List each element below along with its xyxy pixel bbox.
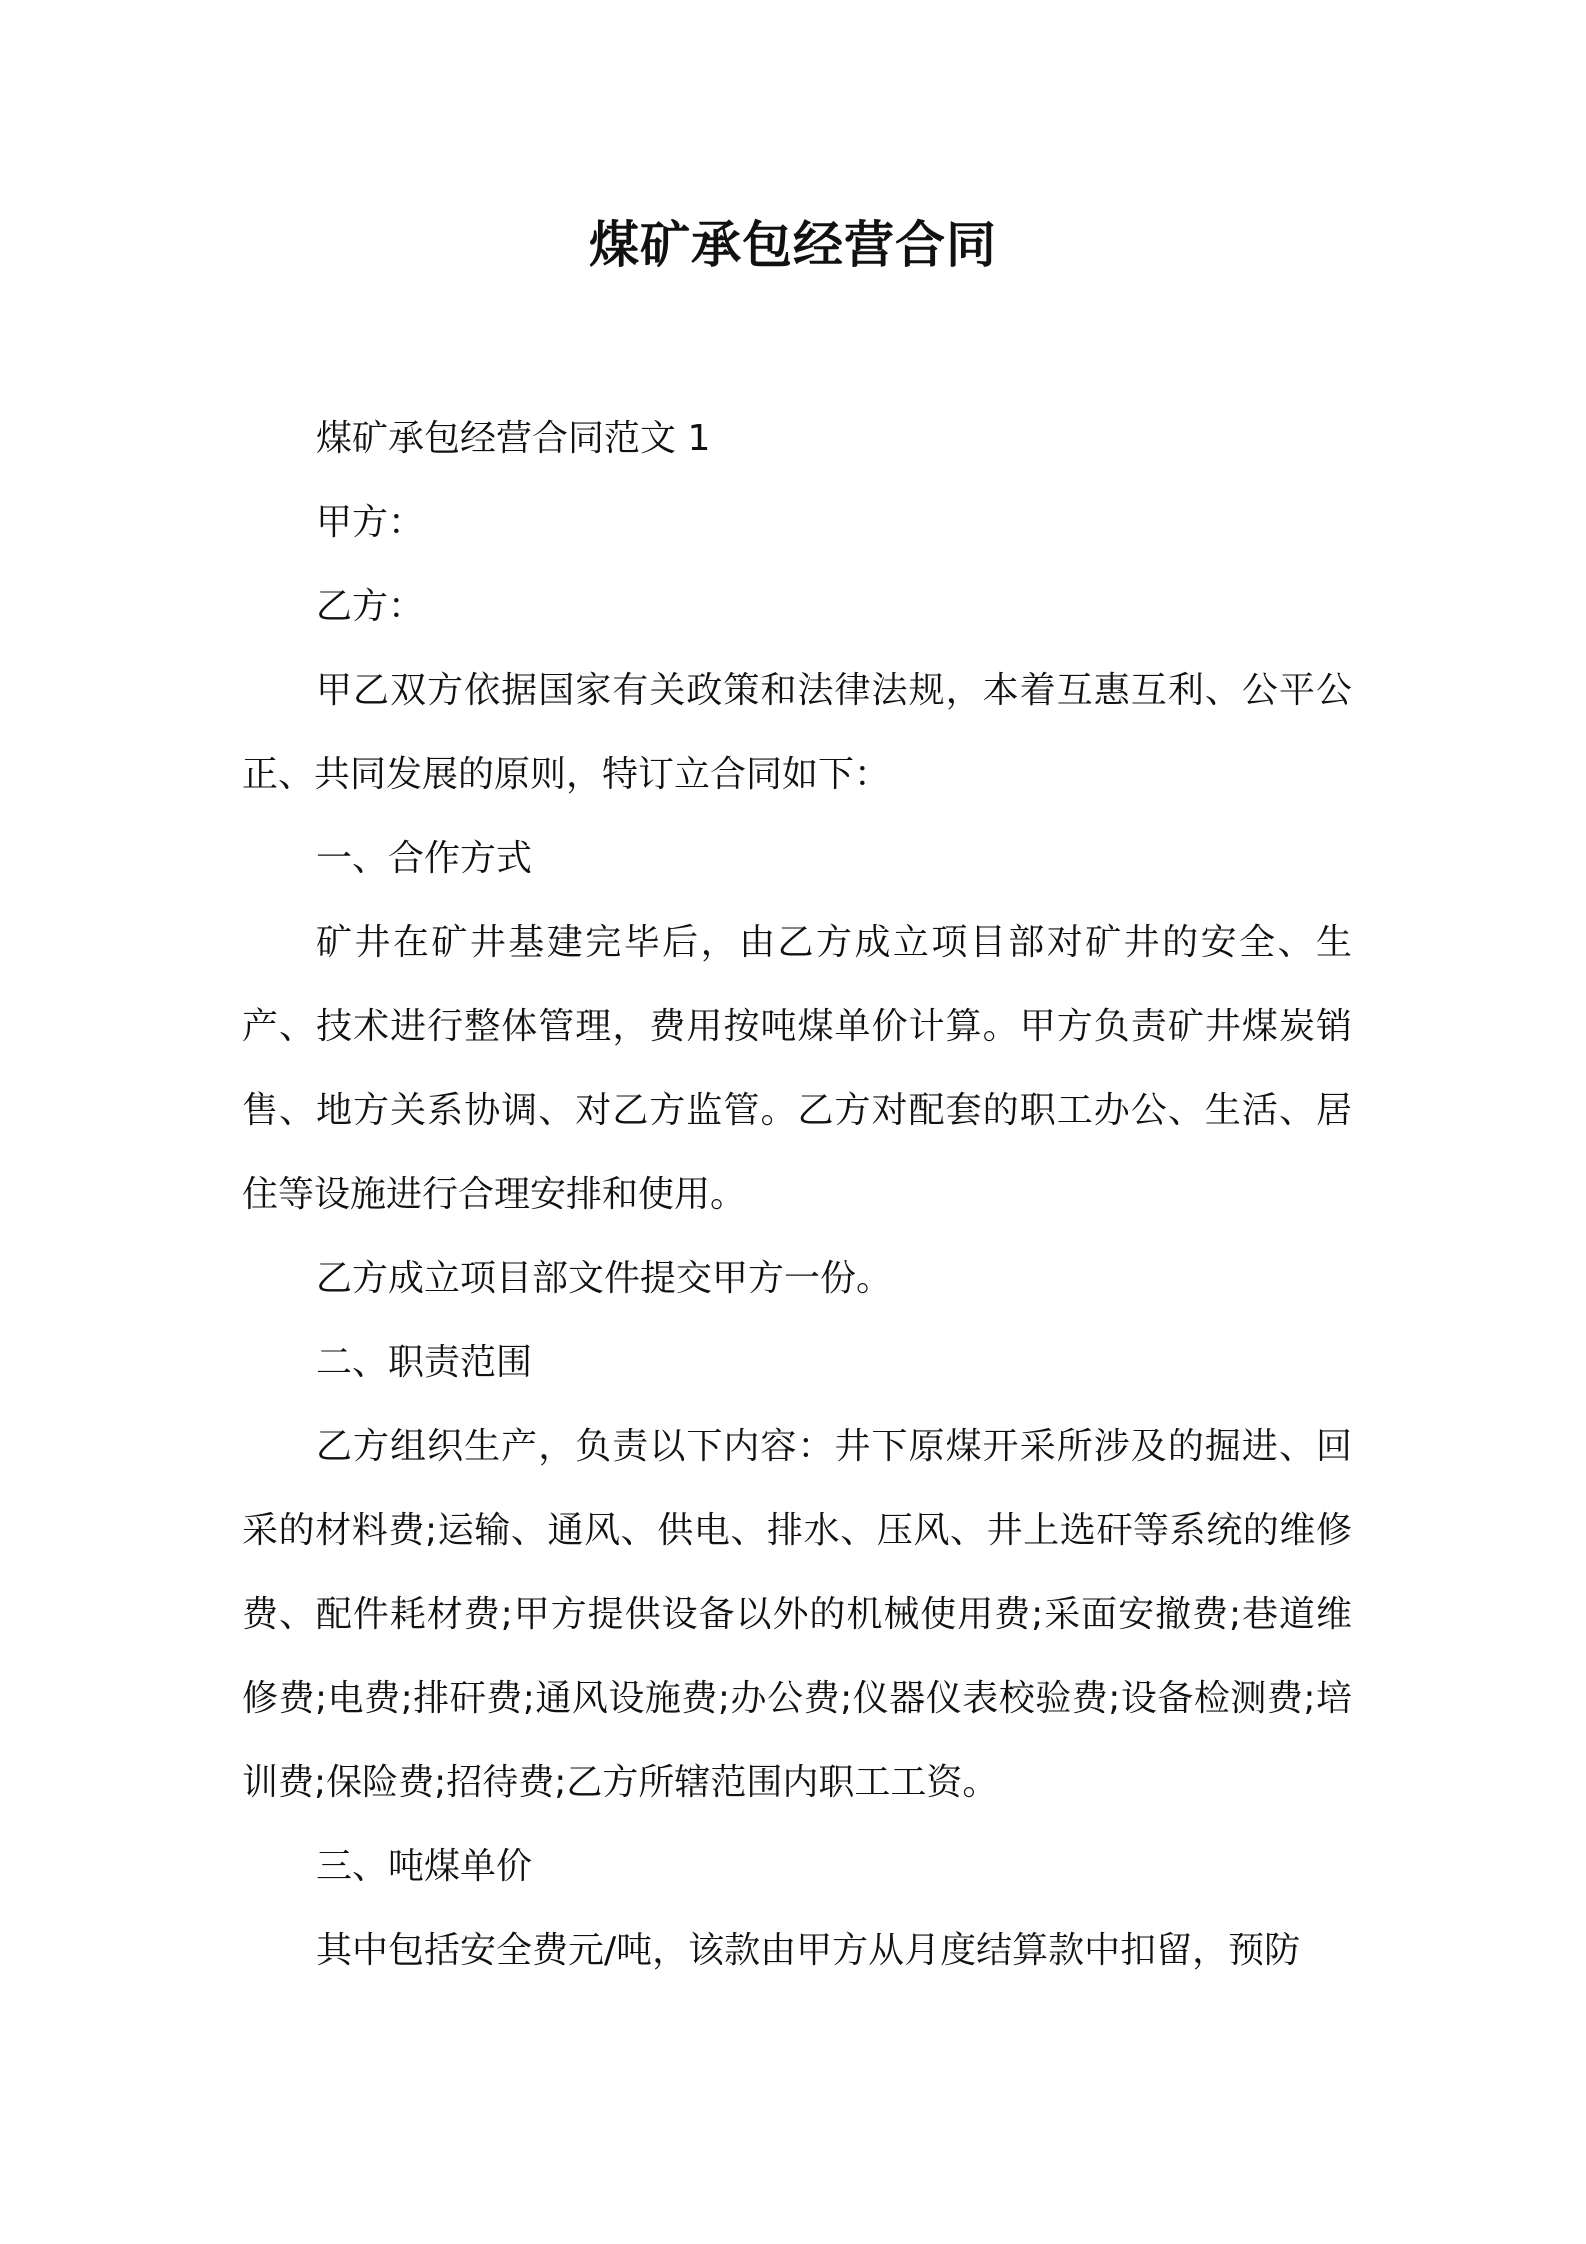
section-heading-unit-price: 三、吨煤单价 bbox=[316, 1846, 533, 1887]
paragraph-subtitle: 煤矿承包经营合同范文 1 bbox=[316, 418, 711, 459]
paragraph-cooperation: 矿井在矿井基建完毕后，由乙方成立项目部对矿井的安全、生产、技术进行整体管理，费用按吨煤单价计算。甲方负责矿井煤炭销售、地方关系协调、对乙方监管。乙方对配套的职工办公、生活、居住等设施进行合理安排和使用。 bbox=[242, 922, 1352, 1215]
paragraph-project-dept: 乙方成立项目部文件提交甲方一份。 bbox=[316, 1258, 893, 1299]
section-heading-responsibilities: 二、职责范围 bbox=[316, 1342, 533, 1383]
paragraph-unit-price: 其中包括安全费元/吨，该款由甲方从月度结算款中扣留，预防 bbox=[316, 1930, 1301, 1971]
paragraph-preamble: 甲乙双方依据国家有关政策和法律法规，本着互惠互利、公平公正、共同发展的原则，特订立合同如下： bbox=[242, 670, 1352, 795]
document-title: 煤矿承包经营合同 bbox=[589, 216, 997, 274]
paragraph-responsibilities: 乙方组织生产，负责以下内容：井下原煤开采所涉及的掘进、回采的材料费;运输、通风、供电、排水、压风、井上选矸等系统的维修费、配件耗材费;甲方提供设备以外的机械使用费;采面安撤费;巷道维修费;电费;排矸费;通风设施费;办公费;仪器仪表校验费;设备检测费;培训费;保险费;招待费;乙方所辖范围内职工工资。 bbox=[242, 1426, 1352, 1803]
section-heading-cooperation: 一、合作方式 bbox=[316, 838, 533, 879]
document-body bbox=[242, 397, 1352, 1993]
paragraph-party-a: 甲方： bbox=[316, 502, 425, 543]
paragraph-party-b: 乙方： bbox=[316, 586, 425, 627]
